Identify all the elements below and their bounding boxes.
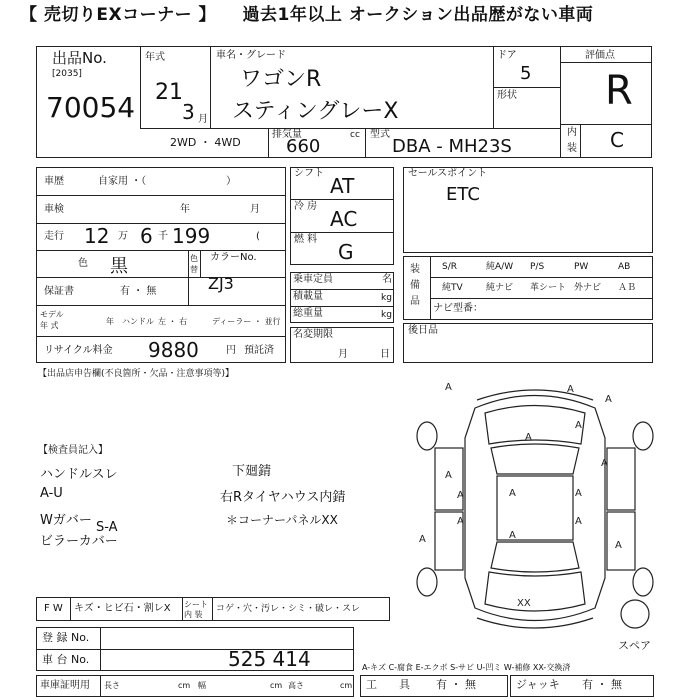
equipment-row2-item-2: 革シート [530,283,567,293]
interior-label-1: 内 [567,127,577,138]
rating-label: 評価点 [585,50,615,61]
year-label: 年式 [145,52,165,63]
registration-label: 登 録 No. [42,631,90,644]
color-value: 黒 [110,256,128,277]
interior-value: C [610,128,624,152]
recycle-label: リサイクル料金 [44,345,113,356]
header-banner [0,0,700,30]
equipment-row1-item-3: PW [574,262,589,272]
equipment-row1-item-2: P/S [530,262,545,272]
damage-mark: A [419,534,426,545]
door-label: ドア [497,50,517,61]
equipment-row2-item-1: 純ナビ [486,283,514,293]
chassis-label: 車 台 No. [42,653,90,666]
damage-mark: A [615,540,622,551]
lot-label: 出品No. [52,49,107,67]
width-label: 幅 [198,681,206,690]
owner-value: 自家用 ・（ ） [98,176,237,187]
load-unit: kg [381,293,392,303]
displacement-value: 660 [286,136,321,157]
damage-mark: A [575,488,582,499]
seat-value: コゲ・穴・汚レ・シミ・破レ・スレ [216,604,361,614]
car-grade: スティングレーX [232,99,399,124]
damage-mark: A [525,432,532,443]
damage-mark: A [575,420,582,431]
navi-label: ナビ型番： [433,303,483,314]
displacement-label: 排気量 [272,129,302,140]
equipment-row2-item-3: 外ナビ [574,283,602,293]
color-label: 色 [78,258,88,269]
color-change-label-2: 替 [190,265,198,274]
drive-value: 2WD ・ 4WD [170,136,241,149]
mileage-sen: 6 [140,224,153,248]
inspector-note-4: ビラーカバー [40,534,118,549]
equipment-row2-item-4: ＡＢ [618,283,637,293]
displacement-unit: cc [350,130,360,140]
sen-unit: 千 [158,231,168,242]
sales-point-label: セールスポイント [408,168,488,179]
man-unit: 万 [118,231,128,242]
ac-value: AC [330,207,358,231]
interior-label-2: 装 [567,143,577,154]
inspector-note-5: S-A [96,520,118,535]
damage-legend: A-キズ C-腐食 E-エクボ S-サビ U-凹ミ W-補修 XX-交換済 [362,663,571,672]
owner-label: 車歴 [44,176,64,187]
name-change-label: 名変期限 [293,329,333,340]
inspection-year: 年 [180,204,190,215]
equipment-side-label: 装備品 [410,264,420,307]
door-value: 5 [520,63,532,84]
handle-value: 左 ・ 右 [158,317,188,326]
model-year-label-1: モデル [40,310,64,319]
inspector-note-8: ＊コーナーパネルXX [226,513,338,527]
dealer-label: ディーラー ・ 並行 [212,317,281,326]
gross-label: 総重量 [293,308,323,319]
retrofit-block [403,323,653,363]
year-value: 21 [155,80,183,105]
model-year-label-2: 年 式 [40,321,59,330]
history-block [36,167,286,363]
certificate-label: 車庫証明用 [40,680,90,691]
damage-mark: A [567,384,574,395]
width-unit: cm [270,681,283,690]
sales-point-value: ETC [446,184,480,205]
tools-value: 有 ・ 無 [436,678,476,691]
name-change-day: 日 [380,349,390,360]
name-change-month: 月 [338,349,348,360]
equipment-row1-item-0: S/R [442,262,457,272]
recycle-value: 9880 [148,338,199,362]
gross-unit: kg [381,310,392,320]
seat-label-2: 内 装 [184,610,203,619]
mileage-man: 12 [84,224,110,248]
lot-sub: [2035] [52,69,82,79]
recycle-unit: 円 [226,345,236,356]
inspector-label: 【検査員記入】 [38,445,108,456]
damage-mark: XX [517,598,531,609]
damage-mark: A [445,382,452,393]
inspector-note-1: ハンドルスレ [40,467,118,482]
mileage-note: ( [256,231,260,242]
model-year-unit: 年 [106,317,114,326]
fw-label: F W [44,603,63,614]
fw-value: キズ・ヒビ石・割レX [74,603,171,614]
car-name: ワゴンR [240,67,322,92]
damage-mark: A [605,394,612,405]
height-unit: cm [340,681,353,690]
banner-left: 【 売切りEXコーナー 】 [20,5,217,25]
damage-mark: A [601,458,608,469]
shape-label: 形状 [497,90,517,101]
inspector-note-6: 下廻錆 [232,464,272,479]
length-unit: cm [178,681,191,690]
mileage-rest: 199 [172,224,211,248]
inspection-month: 月 [250,204,260,215]
recycle-note: 預託済 [244,345,274,356]
equipment-row2-item-0: 純TV [442,283,463,293]
declaration-label: 【出品店申告欄(不良箇所・欠品・注意事項等)】 [38,369,235,379]
length-label: 長さ [104,681,120,690]
car-damage-diagram [405,378,665,640]
inspection-label: 車検 [44,204,64,215]
ac-label: 冷 房 [294,201,318,212]
rating-value: R [605,68,633,114]
capacity-unit: 名 [382,274,392,285]
banner-right: 過去1年以上 オークション出品歴がない車両 [242,5,594,25]
color-no-value: ZJ3 [208,274,234,293]
damage-mark: A [457,490,464,501]
color-no-label: カラーNo. [210,252,257,263]
load-label: 積載量 [293,291,323,302]
damage-mark: A [445,470,452,481]
damage-mark: A [509,488,516,499]
spare-label: スペア [618,639,651,652]
jack-label: ジャッキ [516,678,560,691]
fuel-label: 燃 料 [294,234,318,245]
damage-mark: A [509,530,516,541]
damage-mark: A [457,516,464,527]
model-label: 型式 [370,129,390,140]
height-label: 高さ [288,681,304,690]
handle-label: ハンドル [122,317,154,326]
inspector-note-7: 右Rタイヤハウス内錆 [220,490,346,505]
inspector-note-3: Wガバー [40,513,92,528]
fuel-value: G [338,240,354,264]
chassis-value: 525 414 [228,647,311,671]
equipment-row1-item-1: 純A/W [486,262,514,272]
warranty-label: 保証書 [44,286,74,297]
tools-label: 工 具 [366,678,410,691]
month-unit: 月 [198,114,208,125]
damage-mark: A [575,516,582,527]
warranty-value: 有 ・ 無 [120,286,157,297]
month-value: 3 [182,100,195,124]
inspector-note-2: A-U [40,486,63,501]
shift-value: AT [330,174,355,198]
lot-number: 70054 [46,91,136,124]
capacity-label: 乗車定員 [293,274,333,285]
shift-label: シフト [294,168,324,179]
color-change-label-1: 色 [190,254,198,263]
jack-value: 有 ・ 無 [582,678,622,691]
retrofit-label: 後日品 [408,325,438,336]
model-value: DBA - MH23S [392,136,512,157]
equipment-row1-item-4: AB [618,262,631,272]
mileage-label: 走行 [44,231,64,242]
car-label: 車名・グレード [216,50,286,61]
seat-label-1: シート [184,600,208,609]
